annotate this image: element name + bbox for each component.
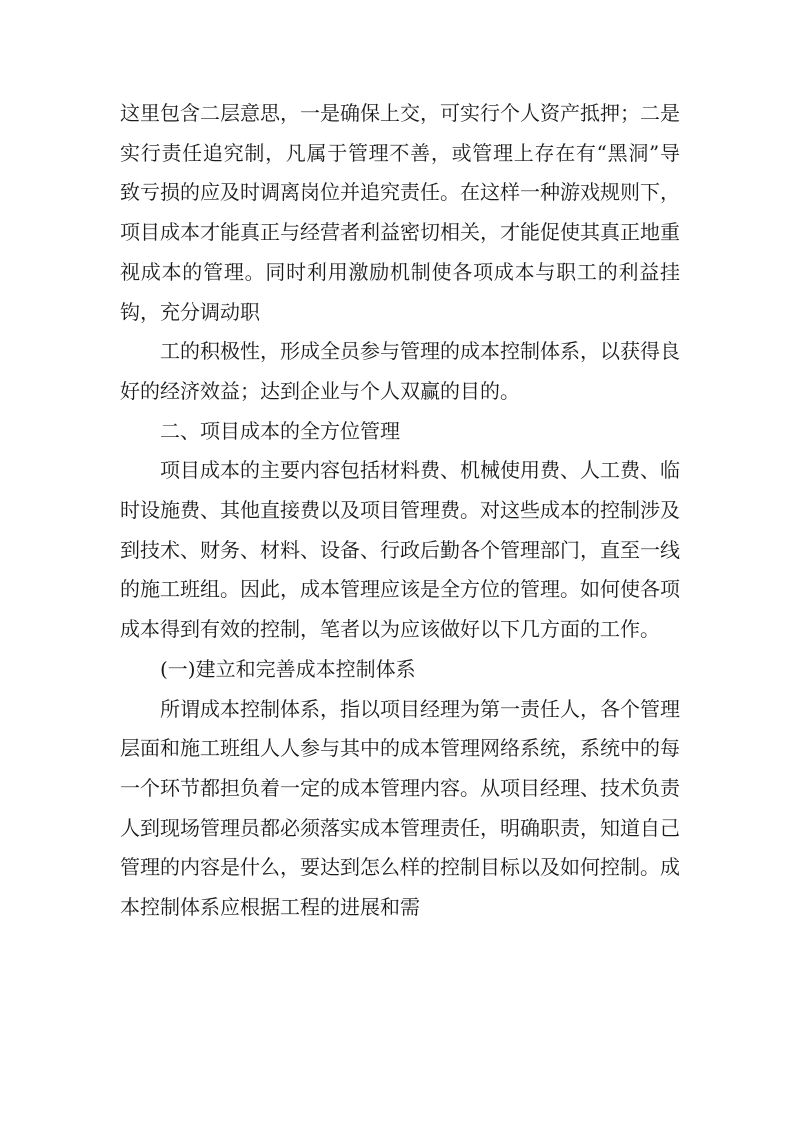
paragraph-motivation: 工的积极性，形成全员参与管理的成本控制体系，以获得良好的经济效益；达到企业与个人双赢的目的。 bbox=[120, 339, 680, 403]
paragraph-cost-content: 项目成本的主要内容包括材料费、机械使用费、人工费、临时设施费、其他直接费以及项目管理费。对这些成本的控制涉及到技术、财务、材料、设备、行政后勤各个管理部门，直至一线的施工班组。因此，成本管理应该是全方位的管理。如何使各项成本得到有效的控制，笔者以为应该做好以下几方面的工作。 bbox=[120, 458, 680, 642]
subsection-heading-control-system: (一)建立和完善成本控制体系 bbox=[160, 656, 416, 681]
paragraph-control-system: 所谓成本控制体系，指以项目经理为第一责任人，各个管理层面和施工班组人人参与其中的成本管理网络系统，系统中的每一个环节都担负着一定的成本管理内容。从项目经理、技术负责人到现场管理员都必须落实成本管理责任，明确职责，知道自己管理的内容是什么，要达到怎么样的控制目标以及如何控制。成本控制体系应根据工程的进展和需 bbox=[120, 696, 680, 920]
paragraph-responsibility: 这里包含二层意思，一是确保上交，可实行个人资产抵押；二是实行责任追究制，凡属于管理不善，或管理上存在有“黑洞”导致亏损的应及时调离岗位并追究责任。在这样一种游戏规则下，项目成本才能真正与经营者利益密切相关，才能促使其真正地重视成本的管理。同时利用激励机制使各项成本与职工的利益挂钩，充分调动职 bbox=[120, 101, 680, 324]
document-body bbox=[120, 94, 680, 928]
section-heading-all-round-management: 二、项目成本的全方位管理 bbox=[160, 418, 400, 443]
